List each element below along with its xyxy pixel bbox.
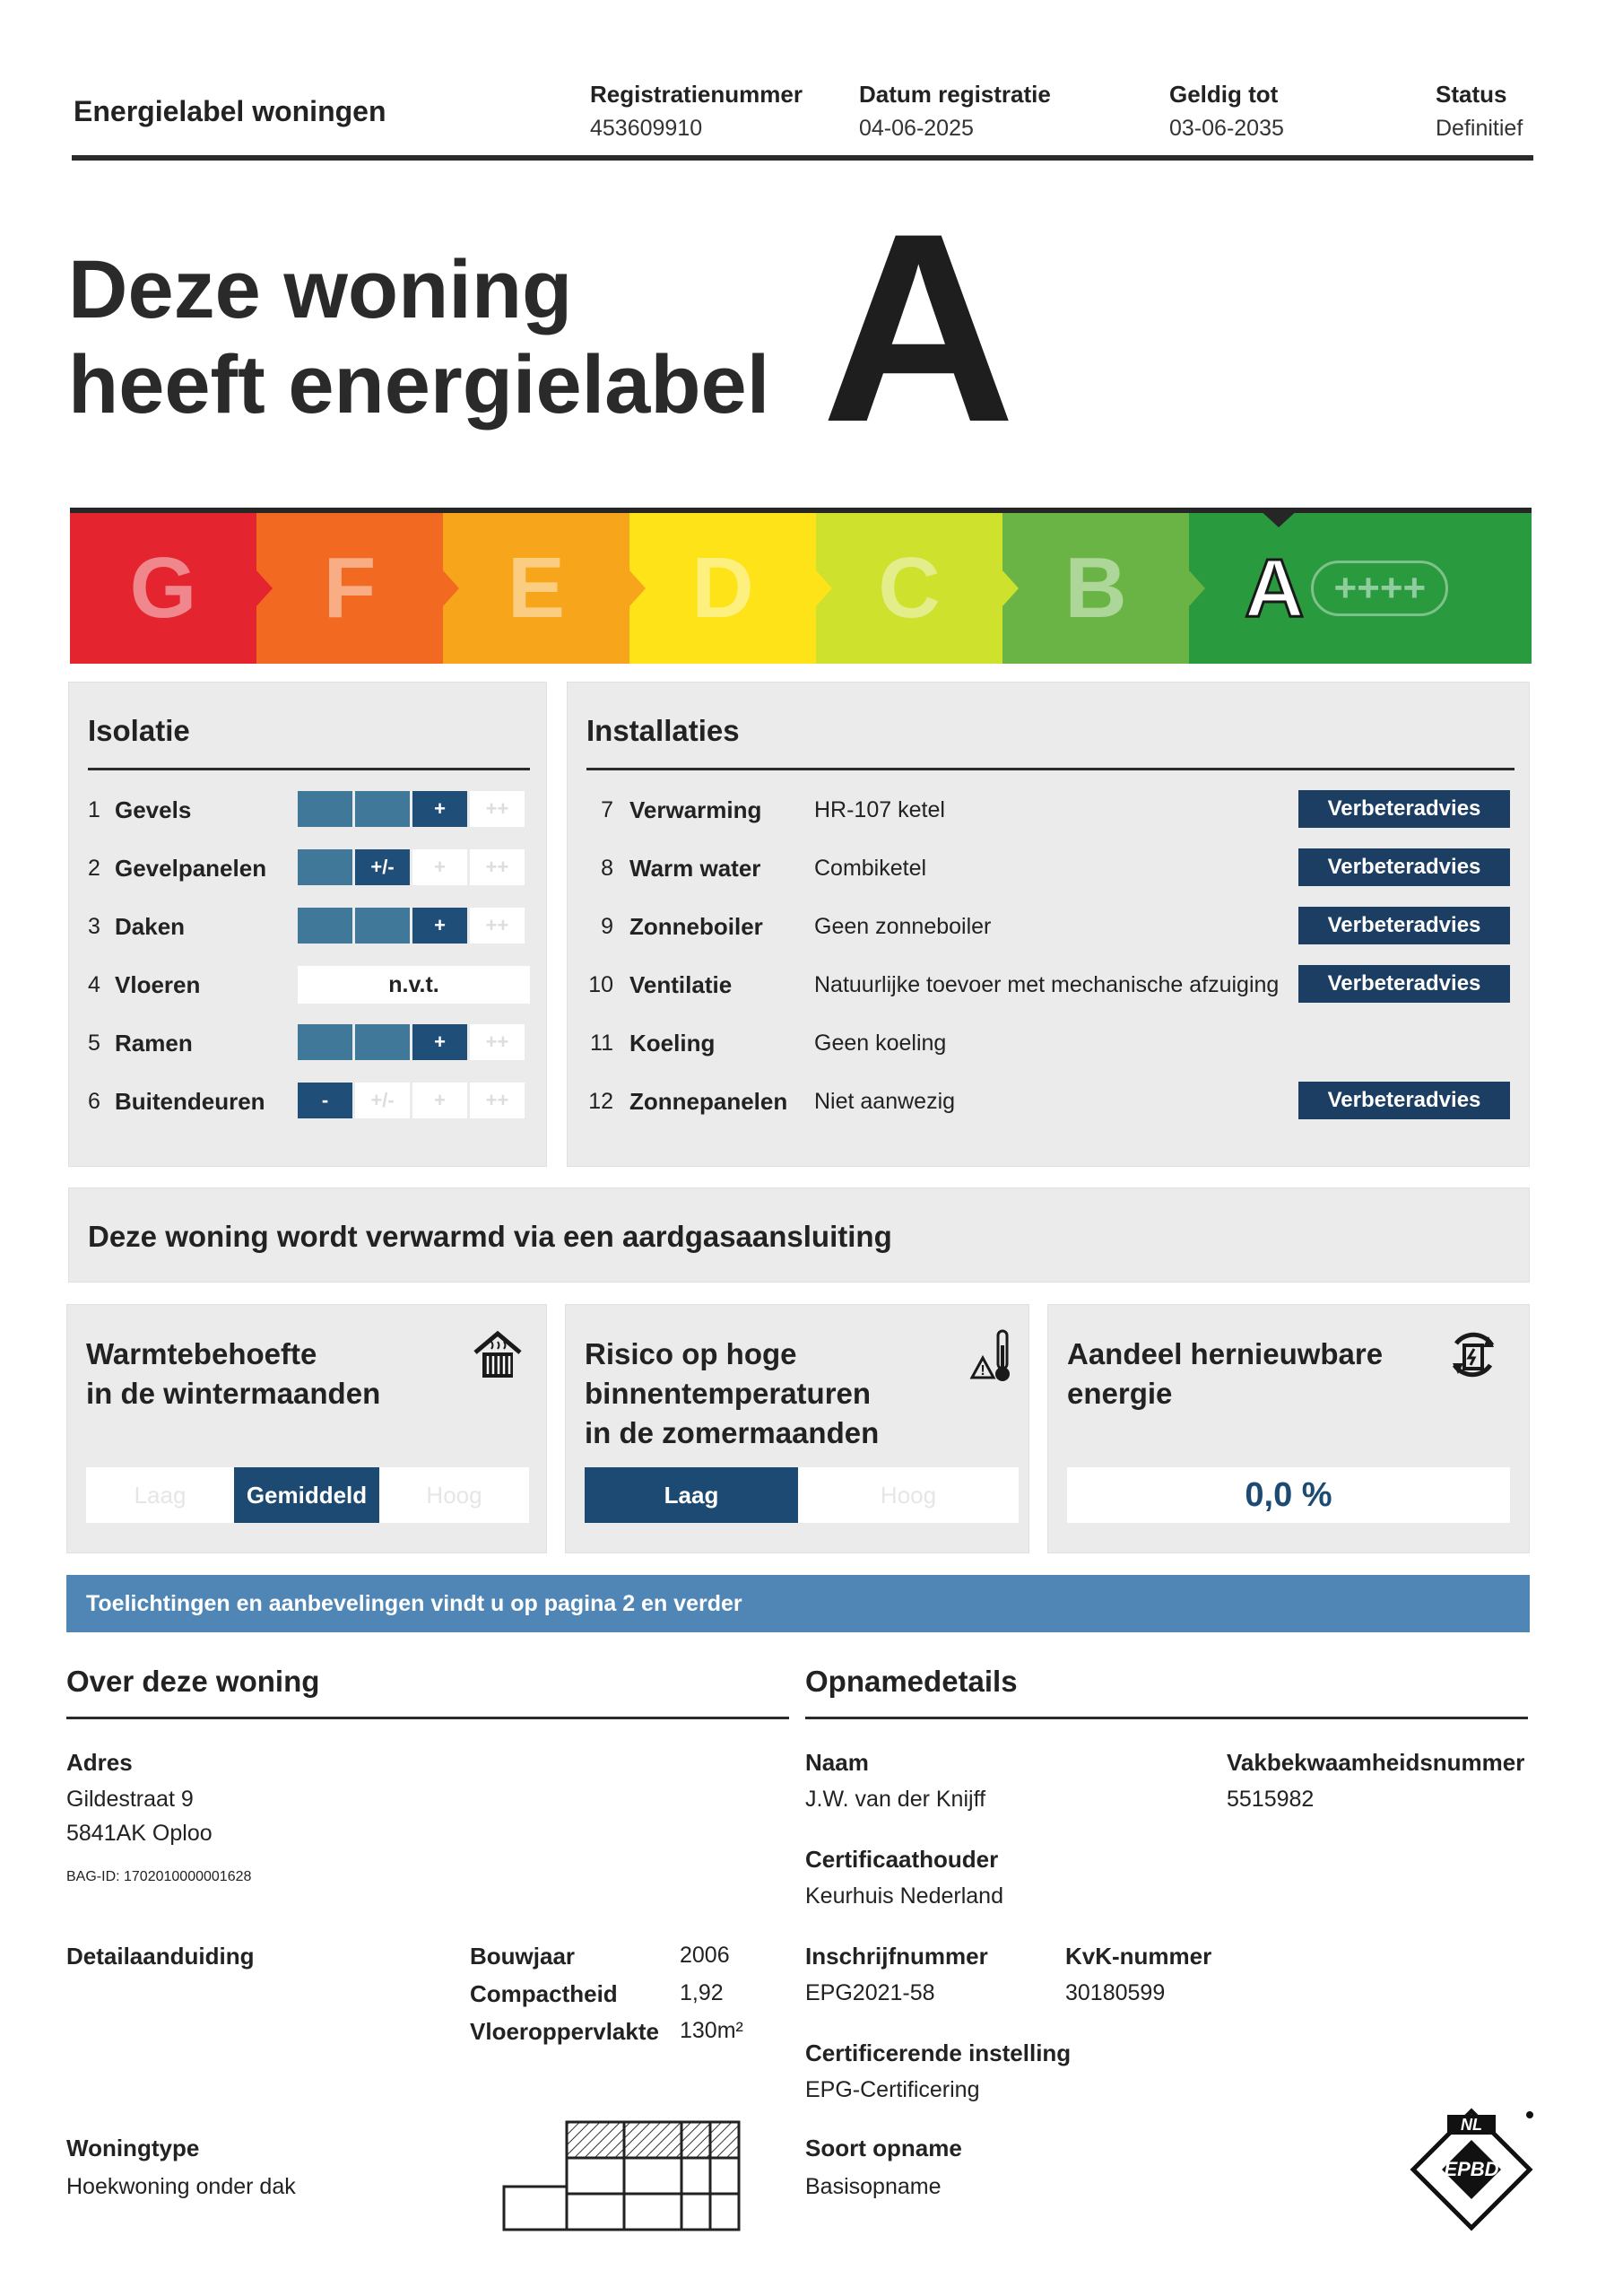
svg-text:EPBD: EPBD: [1444, 2158, 1499, 2180]
bouwjaar-label: Bouwjaar: [470, 1943, 576, 1970]
renewable-energy-icon: [1444, 1326, 1503, 1385]
isolatie-row-label: Ramen: [115, 1030, 193, 1057]
compactheid-value: 1,92: [680, 1980, 724, 2005]
rating-cell: +/-: [355, 849, 410, 885]
isolatie-row-label: Buitendeuren: [115, 1088, 265, 1115]
inschrijfnummer-label: Inschrijfnummer: [805, 1943, 988, 1970]
isolatie-row-not-applicable: n.v.t.: [298, 966, 530, 1004]
instelling-value: EPG-Certificering: [805, 2077, 980, 2102]
rating-cell: [298, 849, 352, 885]
isolatie-rule: [88, 768, 530, 770]
installatie-row-number: 12: [588, 1089, 613, 1114]
woningtype-label: Woningtype: [66, 2135, 200, 2161]
scale-class-b: B: [1002, 513, 1189, 664]
detail-label: Detailaanduiding: [66, 1943, 255, 1970]
warmtebehoefte-meter: [86, 1467, 529, 1523]
rating-cell: ++: [470, 908, 525, 944]
isolatie-row-label: Vloeren: [115, 971, 201, 998]
scale-class-d: D: [629, 513, 816, 664]
scale-class-f: F: [256, 513, 443, 664]
isolatie-row-number: 3: [88, 914, 100, 939]
kvk-value: 30180599: [1065, 1980, 1166, 2005]
installatie-row-number: 7: [601, 797, 613, 822]
rating-cell: +/-: [355, 1083, 410, 1118]
installatie-row-label: Koeling: [629, 1030, 716, 1057]
isolatie-row-number: 4: [88, 972, 100, 997]
certificaathouder-value: Keurhuis Nederland: [805, 1883, 1003, 1909]
energy-label-scale: [70, 508, 1532, 664]
certificaathouder-label: Certificaathouder: [805, 1846, 999, 1873]
isolatie-rating-bar: [298, 849, 525, 885]
instelling-label: Certificerende instelling: [805, 2039, 1072, 2066]
installatie-row-label: Verwarming: [629, 796, 762, 823]
soort-opname-label: Soort opname: [805, 2135, 962, 2161]
house-type-diagram-icon: [499, 2111, 746, 2237]
installaties-rule: [586, 768, 1515, 770]
header-field-status: Status Definitief: [1436, 81, 1523, 141]
scale-class-e: E: [443, 513, 629, 664]
vloeroppervlakte-value: 130m²: [680, 2018, 743, 2043]
warmte-option-hoog: Hoog: [426, 1481, 482, 1509]
vakbekwaamheid-label: Vakbekwaamheidsnummer: [1227, 1749, 1525, 1776]
installatie-row-label: Warm water: [629, 855, 761, 882]
hero-heading: Deze woning heeft energielabel: [68, 244, 770, 430]
woning-rule: [66, 1717, 789, 1719]
woning-title: Over deze woning: [66, 1665, 320, 1698]
isolatie-row-number: 2: [88, 856, 100, 881]
installatie-row-value: Geen zonneboiler: [814, 914, 992, 939]
isolatie-rating-bar: [298, 791, 525, 827]
rating-cell: [355, 1024, 410, 1060]
rating-cell: +: [412, 849, 467, 885]
risico-title: Risico op hoge binnentemperaturen in de zomermaanden: [585, 1337, 880, 1449]
epbd-logo-icon: [1395, 2102, 1548, 2240]
header-rule: [72, 155, 1533, 161]
adres-street: Gildestraat 9: [66, 1787, 194, 1812]
rating-cell: ++: [470, 1024, 525, 1060]
warmtebehoefte-title: Warmtebehoefte in de wintermaanden: [86, 1337, 381, 1410]
installatie-row-number: 9: [601, 914, 613, 939]
warmte-option-laag: Laag: [134, 1481, 187, 1509]
isolatie-row-number: 5: [88, 1031, 100, 1056]
naam-value: J.W. van der Knijff: [805, 1787, 986, 1812]
installatie-row-value: Niet aanwezig: [814, 1089, 956, 1114]
header-field-registratienummer: Registratienummer 453609910: [590, 81, 803, 141]
isolatie-row-label: Daken: [115, 913, 186, 940]
rating-cell: [298, 791, 352, 827]
document-title: Energielabel woningen: [74, 95, 386, 127]
hero-label-letter: A: [821, 177, 1016, 478]
svg-text:!: !: [980, 1363, 985, 1378]
vloeroppervlakte-label: Vloeroppervlakte: [470, 2018, 659, 2045]
installatie-row-label: Zonneboiler: [629, 913, 763, 940]
rating-cell: +: [412, 1083, 467, 1118]
woningtype-value: Hoekwoning onder dak: [66, 2174, 296, 2199]
warning-thermometer-icon: [968, 1327, 1015, 1385]
rating-cell: [355, 908, 410, 944]
rating-cell: ++: [470, 791, 525, 827]
rating-cell: +: [412, 791, 467, 827]
risico-option-laag: Laag: [585, 1467, 798, 1523]
rating-cell: [298, 908, 352, 944]
isolatie-row-number: 1: [88, 797, 100, 822]
installatie-row-number: 11: [590, 1031, 613, 1056]
gas-banner-text: Deze woning wordt verwarmd via een aardgasaansluiting: [88, 1220, 892, 1253]
header-field-datum-registratie: Datum registratie 04-06-2025: [859, 81, 1051, 141]
header-field-geldig-tot: Geldig tot 03-06-2035: [1169, 81, 1284, 141]
isolatie-row-label: Gevels: [115, 796, 192, 823]
installaties-title: Installaties: [586, 714, 740, 747]
adres-city: 5841AK Oploo: [66, 1821, 213, 1846]
installatie-row-label: Zonnepanelen: [629, 1088, 788, 1115]
installatie-row-number: 8: [601, 856, 613, 881]
compactheid-label: Compactheid: [470, 1980, 618, 2007]
installatie-row-value: HR-107 ketel: [814, 797, 945, 822]
selected-pointer-icon: [1257, 508, 1300, 527]
rating-cell: -: [298, 1083, 352, 1118]
risico-meter: [585, 1467, 1019, 1523]
opname-title: Opnamedetails: [805, 1665, 1018, 1698]
scale-class-g: G: [70, 513, 256, 664]
installatie-row-value: Combiketel: [814, 856, 927, 881]
rating-cell: ++: [470, 1083, 525, 1118]
rating-cell: [298, 1024, 352, 1060]
installatie-row-number: 10: [588, 972, 613, 997]
installatie-row-label: Ventilatie: [629, 971, 733, 998]
isolatie-rating-bar: [298, 1083, 525, 1118]
plus-badge: ++++: [1311, 561, 1448, 616]
radiator-house-icon: [472, 1329, 524, 1381]
rating-cell: +: [412, 1024, 467, 1060]
rating-cell: ++: [470, 849, 525, 885]
verbeteradvies-button[interactable]: Verbeteradvies: [1298, 848, 1510, 886]
rating-cell: +: [412, 908, 467, 944]
info-bar-text: Toelichtingen en aanbevelingen vindt u op pagina 2 en verder: [86, 1591, 742, 1616]
verbeteradvies-button[interactable]: Verbeteradvies: [1298, 907, 1510, 944]
isolatie-rating-bar: [298, 908, 525, 944]
bag-id: BAG-ID: 1702010000001628: [66, 1869, 252, 1884]
vakbekwaamheid-value: 5515982: [1227, 1787, 1315, 1812]
svg-text:NL: NL: [1461, 2116, 1482, 2134]
bouwjaar-value: 2006: [680, 1943, 730, 1968]
risico-option-hoog: Hoog: [880, 1481, 937, 1509]
adres-label: Adres: [66, 1749, 133, 1776]
warmte-option-gemiddeld: Gemiddeld: [234, 1467, 379, 1523]
installatie-row-value: Geen koeling: [814, 1031, 947, 1056]
verbeteradvies-button[interactable]: Verbeteradvies: [1298, 965, 1510, 1003]
naam-label: Naam: [805, 1749, 869, 1776]
scale-class-c: C: [816, 513, 1002, 664]
inschrijfnummer-value: EPG2021-58: [805, 1980, 935, 2005]
scale-class-a-selected: A ++++: [1189, 513, 1532, 664]
hernieuwbaar-title: Aandeel hernieuwbare energie: [1067, 1337, 1384, 1410]
opname-rule: [805, 1717, 1528, 1719]
hernieuwbaar-value: 0,0 %: [1067, 1467, 1510, 1523]
installatie-row-value: Natuurlijke toevoer met mechanische afzuiging: [814, 972, 1280, 997]
soort-opname-value: Basisopname: [805, 2174, 942, 2199]
isolatie-rating-bar: [298, 1024, 525, 1060]
verbeteradvies-button[interactable]: Verbeteradvies: [1298, 1082, 1510, 1119]
isolatie-row-label: Gevelpanelen: [115, 855, 267, 882]
kvk-label: KvK-nummer: [1065, 1943, 1212, 1970]
isolatie-row-number: 6: [88, 1089, 100, 1114]
verbeteradvies-button[interactable]: Verbeteradvies: [1298, 790, 1510, 828]
isolatie-title: Isolatie: [88, 714, 190, 747]
rating-cell: [355, 791, 410, 827]
